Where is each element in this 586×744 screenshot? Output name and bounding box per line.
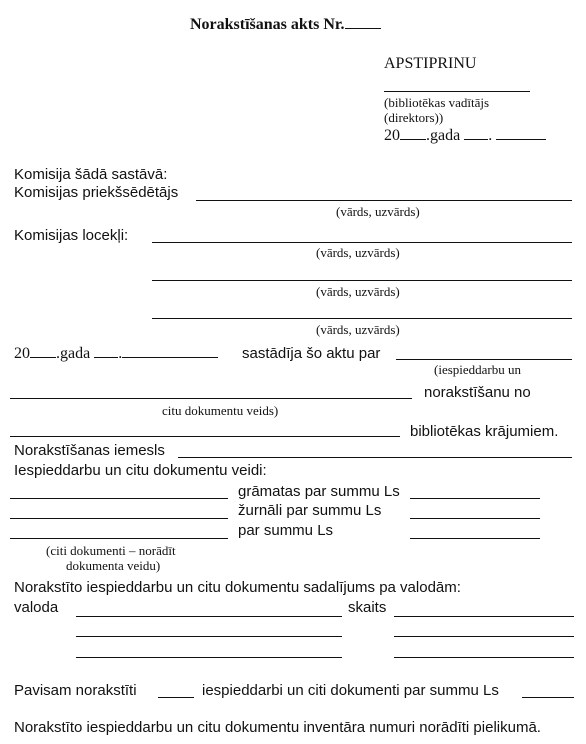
approve-date [384,127,546,144]
books-label: grāmatas par summu Ls [238,483,400,500]
member-1-name-hint: (vārds, uzvārds) [316,245,400,260]
date-gada: .gada [426,127,461,144]
approve-month-field[interactable] [496,127,546,140]
chairman-label: Komisijas priekšsēdētājs [14,184,179,201]
act-date-dot: . [118,345,123,362]
approver-hint-1: (bibliotēkas vadītājs [384,95,490,110]
act-hint-1: (iespieddarbu un [434,362,522,377]
document-title [190,16,381,33]
act-number-field[interactable] [345,16,381,29]
reason-label: Norakstīšanas iemesls [14,442,165,459]
act-gada: .gada [56,345,91,362]
books-sum-line[interactable] [410,498,540,499]
total-middle: iespieddarbi un citi dokumenti par summu Ls [202,682,499,699]
language-line-3[interactable] [76,657,342,658]
act-year-field[interactable] [30,345,56,358]
total-count-line[interactable] [158,697,194,698]
act-year-prefix: 20 [14,345,30,362]
title-text: Norakstīšanas akts Nr. [190,16,345,33]
language-line-1[interactable] [76,616,342,617]
other-docs-label: par summu Ls [238,522,334,539]
document-type-line[interactable] [10,398,412,399]
language-label: valoda [14,599,59,616]
approve-heading: APSTIPRINU [384,55,477,72]
approver-signature-line[interactable] [384,91,530,92]
commission-composition: Komisija šādā sastāvā: [14,166,168,183]
date-year-prefix: 20 [384,127,400,144]
approve-year-field[interactable] [400,127,426,140]
count-line-3[interactable] [394,657,574,658]
collection-line[interactable] [10,436,400,437]
act-subject-line[interactable] [396,359,572,360]
act-date [14,345,218,362]
collections-label: bibliotēkas krājumiem. [410,423,559,440]
member-line-1[interactable] [152,242,572,243]
count-label: skaits [348,599,387,616]
member-line-2[interactable] [152,280,572,281]
reason-line[interactable] [178,457,572,458]
count-line-1[interactable] [394,616,574,617]
act-month-field[interactable] [122,345,218,358]
types-heading: Iespieddarbu un citu dokumentu veidi: [14,462,267,479]
languages-heading: Norakstīto iespieddarbu un citu dokumentu sadalījums pa valodām: [14,579,461,596]
total-prefix: Pavisam norakstīti [14,682,137,699]
journals-line[interactable] [10,518,228,519]
writeoff-label: norakstīšanu no [424,384,531,401]
chairman-name-hint: (vārds, uzvārds) [336,204,420,219]
other-docs-line[interactable] [10,538,228,539]
act-day-field[interactable] [94,345,118,358]
members-label: Komisijas locekļi: [14,227,129,244]
member-line-3[interactable] [152,318,572,319]
chairman-line[interactable] [196,200,572,201]
date-dot: . [488,127,493,144]
books-line[interactable] [10,498,228,499]
footer-note: Norakstīto iespieddarbu un citu dokumentu inventāra numuri norādīti pielikumā. [14,719,541,736]
count-line-2[interactable] [394,636,574,637]
act-hint-2: citu dokumentu veids) [162,403,279,418]
approve-day-field[interactable] [464,127,488,140]
total-sum-line[interactable] [522,697,574,698]
other-docs-hint-2: dokumenta veidu) [66,558,161,573]
member-2-name-hint: (vārds, uzvārds) [316,284,400,299]
compiled-label: sastādīja šo aktu par [242,345,381,362]
member-3-name-hint: (vārds, uzvārds) [316,322,400,337]
journals-label: žurnāli par summu Ls [238,502,382,519]
other-docs-sum-line[interactable] [410,538,540,539]
language-line-2[interactable] [76,636,342,637]
approver-hint-2: (direktors)) [384,110,444,125]
journals-sum-line[interactable] [410,518,540,519]
other-docs-hint-1: (citi dokumenti – norādīt [46,543,176,558]
